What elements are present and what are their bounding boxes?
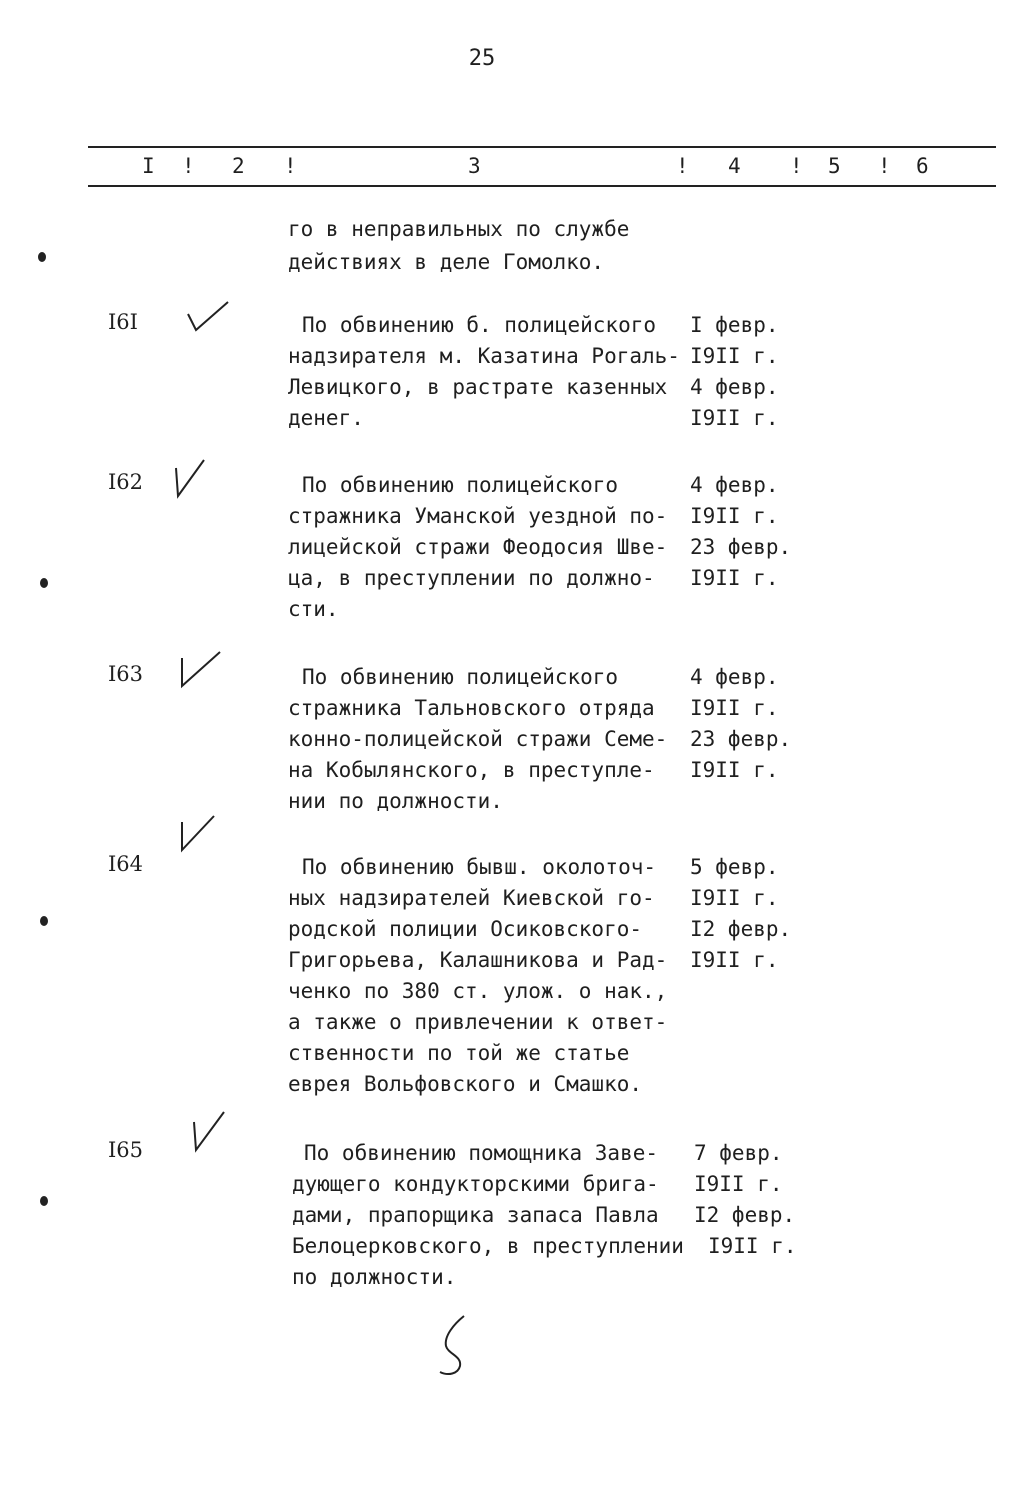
date-line: I9II г. bbox=[690, 948, 779, 972]
description-line: сти. bbox=[288, 597, 339, 621]
table-header-rule-bottom bbox=[88, 185, 996, 187]
description-line: По обвинению б. полицейского bbox=[302, 313, 657, 337]
description-line: Григорьева, Калашникова и Рад- bbox=[288, 948, 668, 972]
date-line: I9II г. bbox=[690, 566, 779, 590]
punch-hole-mark bbox=[40, 916, 48, 926]
description-line: надзирателя м. Казатина Рогаль- bbox=[288, 344, 680, 368]
check-mark-icon bbox=[182, 298, 232, 338]
entry-number: I63 bbox=[108, 662, 144, 686]
description-line: стражника Тальновского отряда bbox=[288, 696, 655, 720]
description-line: ца, в преступлении по должно- bbox=[288, 566, 655, 590]
date-line: I9II г. bbox=[694, 1172, 783, 1196]
column-separator: ! bbox=[790, 154, 803, 178]
description-line: го в неправильных по службе bbox=[288, 217, 630, 241]
entry-number: I65 bbox=[108, 1138, 144, 1162]
date-line: I9II г. bbox=[690, 406, 779, 430]
description-line: Белоцерковского, в преступлении bbox=[292, 1234, 684, 1258]
column-header-1: I bbox=[142, 154, 155, 178]
description-line: По обвинению помощника Заве- bbox=[304, 1141, 659, 1165]
description-line: денег. bbox=[288, 406, 364, 430]
date-line: 4 февр. bbox=[690, 375, 779, 399]
date-line: I2 февр. bbox=[690, 917, 792, 941]
punch-hole-mark bbox=[38, 252, 46, 262]
description-line: по должности. bbox=[292, 1265, 457, 1289]
column-separator: ! bbox=[676, 154, 689, 178]
check-mark-icon bbox=[174, 812, 218, 856]
description-line: на Кобылянского, в преступле- bbox=[288, 758, 655, 782]
entry-number: I64 bbox=[108, 852, 144, 876]
date-line: I февр. bbox=[690, 313, 779, 337]
date-line: I9II г. bbox=[690, 696, 779, 720]
description-line: ственности по той же статье bbox=[288, 1041, 630, 1065]
date-line: 23 февр. bbox=[690, 535, 792, 559]
description-line: По обвинению полицейского bbox=[302, 665, 619, 689]
description-line: дами, прапорщика запаса Павла bbox=[292, 1203, 659, 1227]
date-line: 23 февр. bbox=[690, 727, 792, 751]
table-header-rule-top bbox=[88, 146, 996, 148]
date-line: I9II г. bbox=[690, 886, 779, 910]
check-mark-icon bbox=[170, 456, 210, 502]
date-line: 5 февр. bbox=[690, 855, 779, 879]
column-separator: ! bbox=[878, 154, 891, 178]
column-header-6: 6 bbox=[916, 154, 929, 178]
description-line: лицейской стражи Феодосия Шве- bbox=[288, 535, 668, 559]
check-mark-icon bbox=[186, 1108, 230, 1156]
description-line: а также о привлечении к ответ- bbox=[288, 1010, 668, 1034]
description-line: родской полиции Осиковского- bbox=[288, 917, 643, 941]
description-line: дующего кондукторскими брига- bbox=[292, 1172, 659, 1196]
description-line: По обвинению полицейского bbox=[302, 473, 619, 497]
description-line: нии по должности. bbox=[288, 789, 503, 813]
column-separator: ! bbox=[182, 154, 195, 178]
punch-hole-mark bbox=[40, 578, 48, 588]
entry-number: I6I bbox=[108, 310, 138, 334]
description-line: еврея Вольфовского и Смашко. bbox=[288, 1072, 643, 1096]
date-line: I9II г. bbox=[690, 344, 779, 368]
punch-hole-mark bbox=[40, 1196, 48, 1206]
description-line: действиях в деле Гомолко. bbox=[288, 250, 605, 274]
column-header-3: 3 bbox=[468, 154, 481, 178]
date-line: I2 февр. bbox=[694, 1203, 796, 1227]
description-line: ченко по 380 ст. улож. о нак., bbox=[288, 979, 668, 1003]
handwritten-mark-icon bbox=[428, 1312, 478, 1382]
check-mark-icon bbox=[174, 648, 224, 692]
date-line: 4 февр. bbox=[690, 665, 779, 689]
column-header-5: 5 bbox=[828, 154, 841, 178]
column-separator: ! bbox=[284, 154, 297, 178]
description-line: ных надзирателей Киевской го- bbox=[288, 886, 655, 910]
date-line: I9II г. bbox=[690, 758, 779, 782]
column-header-4: 4 bbox=[728, 154, 741, 178]
date-line: 7 февр. bbox=[694, 1141, 783, 1165]
entry-number: I62 bbox=[108, 470, 144, 494]
column-header-2: 2 bbox=[232, 154, 245, 178]
date-line: I9II г. bbox=[708, 1234, 797, 1258]
description-line: конно-полицейской стражи Семе- bbox=[288, 727, 668, 751]
description-line: По обвинению бывш. околоточ- bbox=[302, 855, 657, 879]
description-line: стражника Уманской уездной по- bbox=[288, 504, 668, 528]
date-line: I9II г. bbox=[690, 504, 779, 528]
page-number: 25 bbox=[468, 46, 496, 71]
description-line: Левицкого, в растрате казенных bbox=[288, 375, 668, 399]
date-line: 4 февр. bbox=[690, 473, 779, 497]
